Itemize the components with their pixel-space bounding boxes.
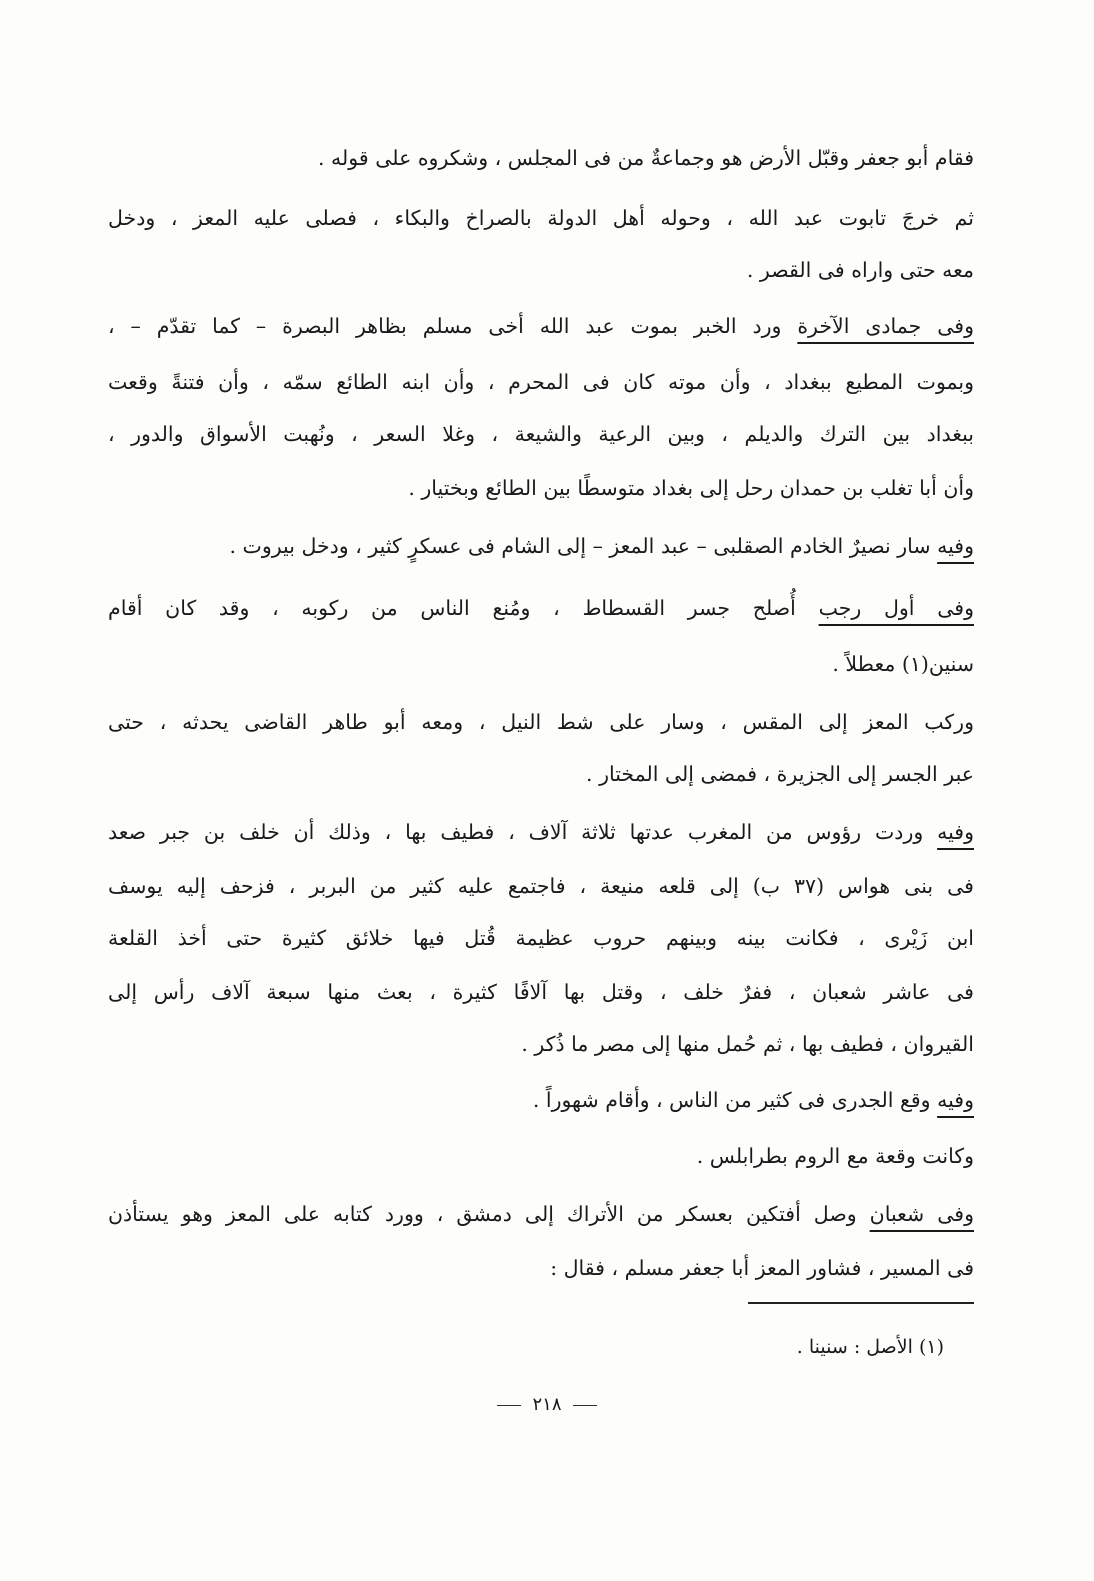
line-text: وكانت وقعة مع الروم بطرابلس . [696, 1144, 974, 1168]
text-line [108, 982, 974, 1003]
paragraph-lead: وفى جمادى الآخرة [797, 314, 974, 338]
text-line [533, 1090, 974, 1111]
page-number-dash [497, 1405, 521, 1406]
line-text: فى بنى هواس (٣٧ ب) إلى قلعه منيعة ، فاجتمع عليه كثير من البربر ، فزحف إليه يوسف [108, 874, 974, 898]
line-text: ورد الخبر بموت عبد الله أخى مسلم بظاهر البصرة – كما تقدّم – ، [108, 314, 782, 338]
paragraph-lead: وفيه [937, 534, 974, 558]
line-text: ثم خرجَ تابوت عبد الله ، وحوله أهل الدولة بالصراخ والبكاء ، فصلى عليه المعز ، ودخل [108, 206, 974, 230]
text-line [108, 424, 974, 445]
text-line [521, 1034, 974, 1055]
line-text: ببغداد بين الترك والديلم ، وبين الرعية والشيعة ، وغلا السعر ، ونُهبت الأسواق والدور ، [108, 422, 974, 446]
text-line [318, 148, 974, 169]
line-text: سنين(١) معطلاً . [832, 652, 974, 676]
page-number-row [0, 1394, 1094, 1415]
line-text: وقع الجدرى فى كثير من الناس ، وأقام شهوراً . [532, 1088, 931, 1112]
line-text: أُصلح جسر القسطاط ، ومُنع الناس من ركوبه ، وقد كان أقام [108, 596, 796, 620]
line-text: وردت رؤوس من المغرب عدتها ثلاثة آلاف ، فطيف بها ، وذلك أن خلف بن جبر صعد [108, 820, 924, 844]
page-number: ٢١٨ [532, 1394, 562, 1415]
line-text: فقام أبو جعفر وقبّل الأرض هو وجماعةٌ من فى المجلس ، وشكروه على قوله . [318, 146, 974, 170]
text-line [697, 1146, 974, 1167]
paragraph-lead: وفيه [937, 820, 974, 844]
line-text: عبر الجسر إلى الجزيرة ، فمضى إلى المختار . [586, 762, 974, 786]
text-line [108, 372, 974, 393]
text-line [108, 598, 974, 619]
line-text: فى عاشر شعبان ، ففرٌ خلف ، وقتل بها آلافًا كثيرة ، بعث منها سبعة آلاف رأس إلى [108, 980, 974, 1004]
paragraph-lead: وفى أول رجب [818, 596, 974, 620]
paragraph-lead: وفيه [937, 1088, 974, 1112]
text-line [108, 876, 974, 897]
line-text: سار نصيرٌ الخادم الصقلبى – عبد المعز – إلى الشام فى عسكرٍ كثير ، ودخل بيروت . [229, 534, 931, 558]
text-line [108, 208, 974, 229]
line-text: وصل أفتكين بعسكر من الأتراك إلى دمشق ، وورد كتابه على المعز وهو يستأذن [108, 1202, 857, 1226]
text-line [108, 316, 974, 337]
text-line [108, 1204, 974, 1225]
footnote: (١) الأصل : سنينا . [796, 1336, 944, 1358]
text-line [832, 654, 974, 675]
line-text: وأن أبا تغلب بن حمدان رحل إلى بغداد متوسطًا بين الطائع وبختيار . [408, 476, 974, 500]
line-text: فى المسير ، فشاور المعز أبا جعفر مسلم ، فقال : [550, 1256, 974, 1280]
line-text: وركب المعز إلى المقس ، وسار على شط النيل ، ومعه أبو طاهر القاضى يحدثه ، حتى [108, 710, 974, 734]
text-line [108, 712, 974, 733]
paragraph-lead: وفى شعبان [869, 1202, 974, 1226]
page-number-dash [573, 1405, 597, 1406]
text-line [108, 822, 974, 843]
line-text: معه حتى واراه فى القصر . [746, 258, 974, 282]
footnote-divider [748, 1302, 974, 1304]
line-text: ابن زَيْرى ، فكانت بينه وبينهم حروب عظيمة قُتل فيها خلائق كثيرة حتى أخذ القلعة [108, 926, 974, 950]
text-line [108, 928, 974, 949]
text-line [586, 764, 974, 785]
line-text: القيروان ، فطيف بها ، ثم حُمل منها إلى مصر ما ذُكر . [521, 1032, 974, 1056]
line-text: وبموت المطيع ببغداد ، وأن موته كان فى المحرم ، وأن ابنه الطائع سمّه ، وأن فتنةً وقعت [108, 370, 974, 394]
text-line [550, 1258, 974, 1279]
text-line [408, 478, 974, 499]
text-line [230, 536, 975, 557]
text-line [747, 260, 974, 281]
